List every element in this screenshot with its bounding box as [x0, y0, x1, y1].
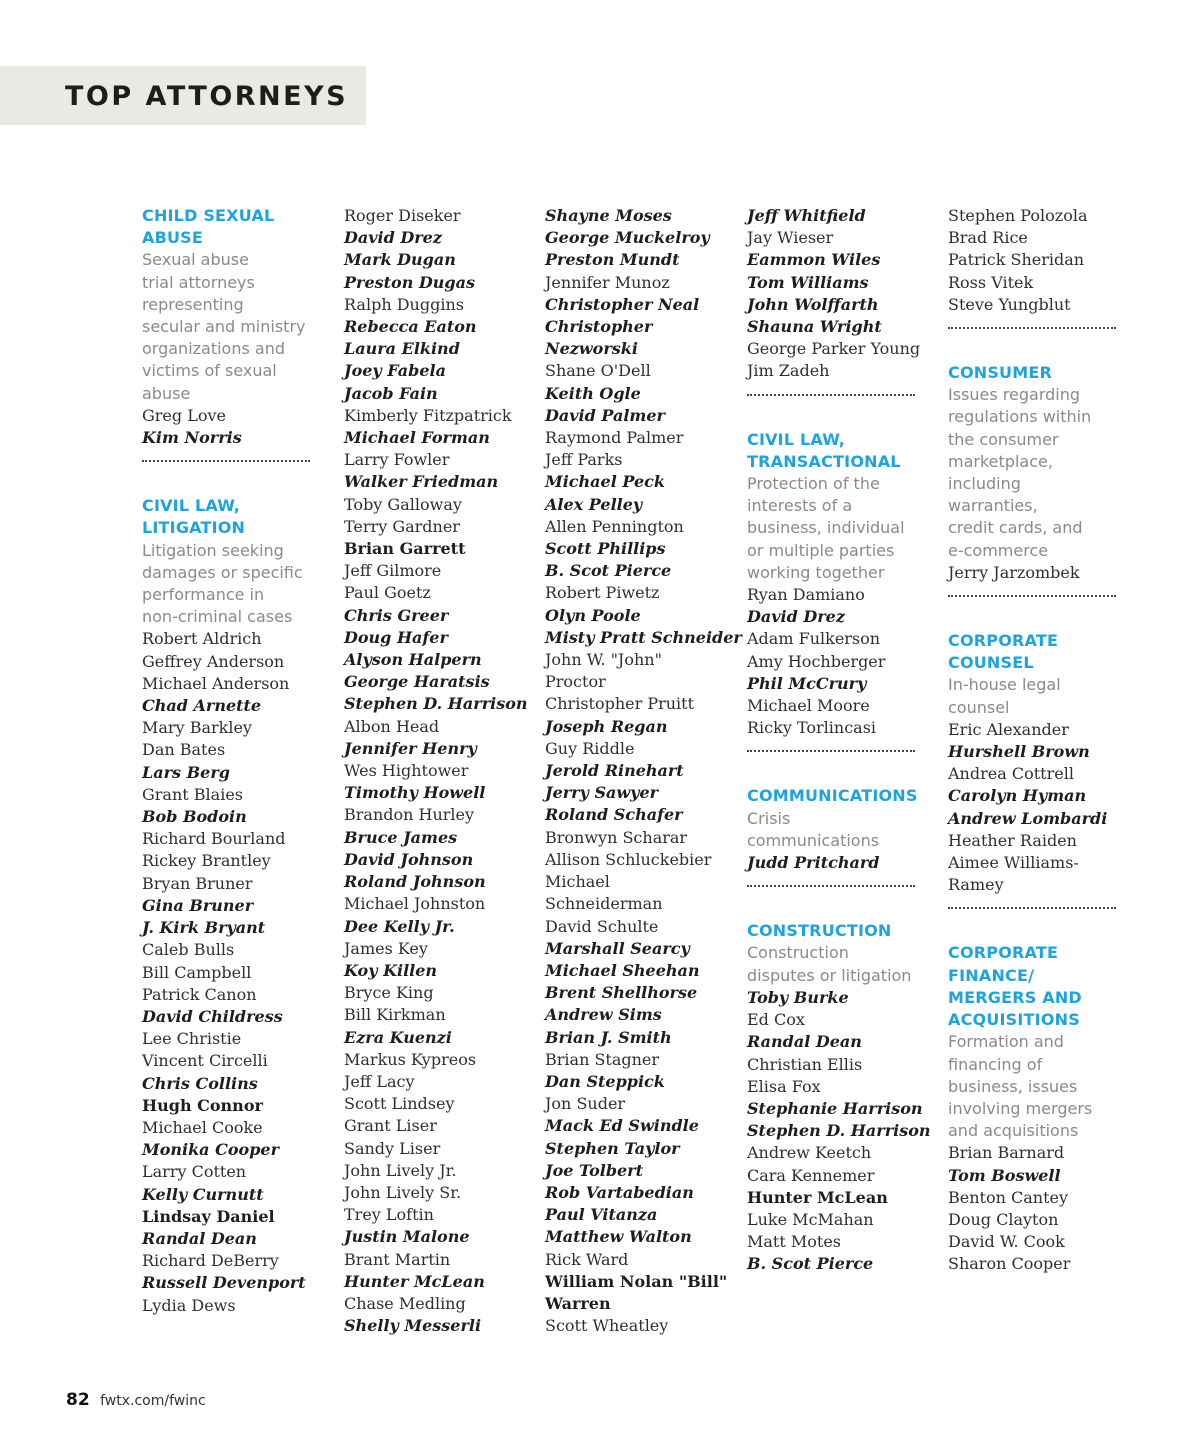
attorney-name: Ryan Damiano — [747, 585, 865, 605]
attorney-name: Roger Diseker — [344, 206, 461, 225]
attorney-name: Larry Fowler — [344, 450, 450, 470]
attorney-name: Joe Tolbert — [545, 1160, 643, 1180]
attorney-name: Alex Pelley — [545, 494, 643, 514]
category-description: Issues regarding — [948, 385, 1081, 405]
section-divider — [747, 750, 915, 752]
category-description: Crisis — [747, 808, 791, 828]
attorney-name: Larry Cotten — [142, 1162, 247, 1182]
attorney-name: Steve Yungblut — [948, 294, 1071, 314]
attorney-name: Jeff Whitfield — [747, 206, 866, 225]
attorney-name: Gina Bruner — [142, 895, 254, 915]
attorney-name: George Muckelroy — [545, 228, 710, 248]
category-description: representing — [142, 294, 244, 314]
attorney-name: Brandon Hurley — [344, 805, 475, 825]
attorney-name: David Childress — [142, 1006, 283, 1026]
section-divider — [948, 907, 1116, 909]
attorney-name: Allison Schluckebier — [545, 849, 712, 869]
attorney-name: Scott Lindsey — [344, 1094, 455, 1114]
attorney-name: Guy Riddle — [545, 738, 635, 758]
attorney-name: Walker Friedman — [344, 472, 499, 492]
category-heading: CIVIL LAW, — [747, 429, 846, 449]
attorney-name: Kim Norris — [142, 428, 242, 448]
attorney-name: Greg Love — [142, 405, 226, 425]
attorney-name: Russell Devenport — [142, 1273, 306, 1293]
attorney-name: Warren — [545, 1293, 611, 1313]
attorney-name: Aimee Williams- — [948, 853, 1079, 873]
attorney-name: Eric Alexander — [948, 719, 1069, 739]
page-title: TOP ATTORNEYS — [65, 81, 349, 112]
page-number: 82 — [66, 1390, 90, 1410]
attorney-name: Proctor — [545, 672, 606, 692]
attorney-name: Allen Pennington — [545, 516, 684, 536]
attorney-name: Keith Ogle — [545, 383, 641, 403]
section-divider — [142, 460, 310, 462]
attorney-name: Tom Boswell — [948, 1165, 1061, 1185]
attorney-name: Brent Shellhorse — [545, 983, 698, 1003]
attorney-name: Scott Wheatley — [545, 1316, 669, 1336]
category-description: disputes or litigation — [747, 965, 912, 985]
attorney-name: Phil McCrury — [747, 673, 867, 693]
attorney-name: Laura Elkind — [344, 339, 460, 359]
category-description: secular and ministry — [142, 317, 306, 337]
page-footer — [66, 1390, 206, 1410]
attorney-name: Jerry Sawyer — [545, 783, 659, 803]
category-description: e-commerce — [948, 540, 1049, 560]
attorney-name: Doug Hafer — [344, 627, 448, 647]
attorney-name: Dee Kelly Jr. — [344, 916, 455, 936]
attorney-name: Andrea Cottrell — [948, 764, 1074, 784]
attorney-name: Shayne Moses — [545, 206, 672, 225]
category-description: financing of — [948, 1054, 1043, 1074]
attorney-name: John Lively Jr. — [344, 1160, 457, 1180]
attorney-name: Michael Sheehan — [545, 960, 700, 980]
attorney-name: George Haratsis — [344, 672, 490, 692]
attorney-name: Mack Ed Swindle — [545, 1116, 699, 1136]
attorney-name: John W. "John" — [545, 650, 662, 670]
attorney-name: Jeff Lacy — [344, 1071, 415, 1091]
category-heading: LITIGATION — [142, 518, 246, 538]
attorney-name: Hunter McLean — [747, 1187, 888, 1207]
attorney-name: Kimberly Fitzpatrick — [344, 405, 512, 425]
attorney-name: Timothy Howell — [344, 783, 486, 803]
attorney-name: Michael Johnston — [344, 894, 486, 914]
attorney-name: James Key — [344, 938, 428, 958]
attorney-name: Andrew Lombardi — [948, 808, 1108, 828]
category-description: abuse — [142, 383, 191, 403]
attorney-name: Cara Kennemer — [747, 1165, 875, 1185]
attorney-name: Brian Stagner — [545, 1049, 660, 1069]
attorney-name: Christian Ellis — [747, 1054, 863, 1074]
attorney-name: Michael — [545, 872, 610, 892]
attorney-name: Jeff Gilmore — [344, 561, 442, 581]
category-description: credit cards, and — [948, 518, 1083, 538]
attorney-name: David Schulte — [545, 916, 659, 936]
category-description: Protection of the — [747, 474, 880, 494]
attorney-name: Rick Ward — [545, 1249, 629, 1269]
category-heading: CHILD SEXUAL — [142, 206, 275, 225]
attorney-name: Jennifer Munoz — [545, 272, 670, 292]
section-divider — [948, 327, 1116, 329]
attorney-name: Brad Rice — [948, 228, 1028, 248]
attorney-name: Paul Vitanza — [545, 1205, 658, 1225]
category-description: damages or specific — [142, 562, 303, 582]
attorney-name: Ramey — [948, 875, 1004, 895]
attorney-name: Jim Zadeh — [747, 361, 830, 381]
attorney-name: Randal Dean — [142, 1228, 257, 1248]
attorney-name: Jeff Parks — [545, 450, 623, 470]
attorney-name: Vincent Circelli — [142, 1051, 268, 1071]
attorney-name: Rob Vartabedian — [545, 1182, 694, 1202]
attorney-name: Bronwyn Scharar — [545, 827, 688, 847]
attorney-name: Brian Garrett — [344, 539, 466, 559]
attorney-name: Chris Greer — [344, 605, 449, 625]
attorney-name: Sharon Cooper — [948, 1254, 1071, 1274]
attorney-name: David Drez — [344, 228, 442, 248]
attorney-name: John Lively Sr. — [344, 1182, 462, 1202]
attorney-name: Preston Mundt — [545, 250, 680, 270]
attorney-name: Michael Forman — [344, 428, 490, 448]
attorney-name: Richard Bourland — [142, 829, 286, 849]
attorney-name: Kelly Curnutt — [142, 1184, 264, 1204]
attorney-name: George Parker Young — [747, 339, 921, 359]
attorney-name: Trey Loftin — [344, 1205, 434, 1225]
attorney-name: Carolyn Hyman — [948, 786, 1087, 806]
attorney-name: Jerold Rinehart — [545, 761, 684, 781]
attorney-name: B. Scot Pierce — [747, 1254, 874, 1274]
attorney-name: Michael Moore — [747, 696, 870, 716]
attorney-name: Patrick Sheridan — [948, 250, 1085, 270]
attorney-name: Olyn Poole — [545, 605, 641, 625]
category-description: marketplace, — [948, 451, 1053, 471]
attorney-name: Ed Cox — [747, 1010, 805, 1030]
attorney-name: Shane O'Dell — [545, 361, 651, 381]
section-divider — [747, 394, 915, 396]
attorney-name: Jacob Fain — [344, 383, 438, 403]
category-heading: ABUSE — [142, 228, 204, 248]
category-heading: CIVIL LAW, — [142, 496, 241, 516]
attorney-name: Dan Bates — [142, 740, 226, 760]
attorney-name: Stephen Polozola — [948, 206, 1088, 225]
attorney-name: Scott Phillips — [545, 539, 666, 559]
attorney-name: Stephen D. Harrison — [747, 1121, 931, 1141]
section-divider — [747, 885, 915, 887]
attorney-name: Misty Pratt Schneider — [545, 627, 742, 647]
attorney-name: David Palmer — [545, 405, 665, 425]
attorney-name: Marshall Searcy — [545, 938, 690, 958]
attorney-name: Michael Cooke — [142, 1117, 263, 1137]
attorney-name: Brant Martin — [344, 1249, 451, 1269]
category-description: the consumer — [948, 429, 1059, 449]
category-description: trial attorneys — [142, 272, 255, 292]
attorney-name: Lee Christie — [142, 1029, 242, 1049]
category-description: victims of sexual — [142, 361, 277, 381]
category-description: working together — [747, 562, 885, 582]
attorney-name: Monika Cooper — [142, 1140, 279, 1160]
attorney-name: Geffrey Anderson — [142, 651, 285, 671]
attorney-name: Lars Berg — [142, 762, 230, 782]
attorney-name: Sandy Liser — [344, 1138, 441, 1158]
attorney-name: Judd Pritchard — [747, 853, 880, 873]
attorney-name: Stephen D. Harrison — [344, 694, 528, 714]
attorney-name: Raymond Palmer — [545, 428, 684, 448]
category-heading: COMMUNICATIONS — [747, 786, 918, 806]
column-1 — [142, 205, 322, 1317]
attorney-name: Luke McMahan — [747, 1209, 874, 1229]
attorney-name: Christopher — [545, 317, 653, 337]
category-description: business, issues — [948, 1076, 1078, 1096]
attorney-name: Robert Piwetz — [545, 583, 660, 603]
column-2 — [344, 205, 528, 1337]
attorney-name: Chris Collins — [142, 1073, 258, 1093]
attorney-name: Adam Fulkerson — [747, 629, 881, 649]
attorney-name: Bryce King — [344, 983, 434, 1003]
category-description: Formation and — [948, 1032, 1064, 1052]
attorney-name: Robert Aldrich — [142, 629, 262, 649]
attorney-name: Jon Suder — [545, 1094, 626, 1114]
category-description: business, individual — [747, 518, 905, 538]
attorney-name: Nezworski — [545, 339, 638, 359]
attorney-name: J. Kirk Bryant — [142, 918, 266, 938]
category-description: interests of a — [747, 496, 853, 516]
attorney-name: Shelly Messerli — [344, 1316, 482, 1336]
attorney-name: Eammon Wiles — [747, 250, 881, 270]
attorney-name: Andrew Sims — [545, 1005, 662, 1025]
attorney-name: Mark Dugan — [344, 250, 456, 270]
attorney-name: Amy Hochberger — [747, 651, 886, 671]
attorney-name: Christopher Neal — [545, 294, 700, 314]
attorney-name: Ralph Duggins — [344, 294, 464, 314]
category-heading: TRANSACTIONAL — [747, 451, 901, 471]
attorney-name: William Nolan "Bill" — [545, 1271, 728, 1291]
attorney-name: Lindsay Daniel — [142, 1206, 275, 1226]
attorney-name: Lydia Dews — [142, 1295, 236, 1315]
attorney-name: Richard DeBerry — [142, 1251, 279, 1271]
attorney-name: Bruce James — [344, 827, 458, 847]
category-description: regulations within — [948, 407, 1092, 427]
attorney-name: B. Scot Pierce — [545, 561, 672, 581]
category-heading: CONSTRUCTION — [747, 921, 892, 941]
attorney-name: Koy Killen — [344, 960, 438, 980]
category-heading: ACQUISITIONS — [948, 1010, 1080, 1030]
attorney-name: Ricky Torlincasi — [747, 718, 877, 738]
attorney-name: Doug Clayton — [948, 1209, 1059, 1229]
category-description: involving mergers — [948, 1098, 1093, 1118]
attorney-name: Michael Peck — [545, 472, 665, 492]
attorney-name: Joey Fabela — [344, 361, 446, 381]
attorney-name: Bill Campbell — [142, 962, 252, 982]
attorney-name: Grant Liser — [344, 1116, 437, 1136]
attorney-name: Randal Dean — [747, 1032, 862, 1052]
category-description: Sexual abuse — [142, 250, 249, 270]
attorney-name: Stephen Taylor — [545, 1138, 680, 1158]
column-3 — [545, 205, 742, 1337]
column-4 — [747, 205, 931, 1276]
attorney-name: Brian Barnard — [948, 1143, 1065, 1163]
attorney-name: Roland Johnson — [344, 872, 486, 892]
attorney-name: Grant Blaies — [142, 784, 243, 804]
category-description: organizations and — [142, 339, 286, 359]
category-description: Litigation seeking — [142, 540, 284, 560]
attorney-name: Stephanie Harrison — [747, 1098, 923, 1118]
attorney-name: Ross Vitek — [948, 272, 1034, 292]
attorney-name: Hurshell Brown — [948, 742, 1090, 762]
attorney-name: Matthew Walton — [545, 1227, 692, 1247]
attorney-name: Shauna Wright — [747, 317, 882, 337]
attorney-name: Toby Burke — [747, 987, 849, 1007]
column-5 — [948, 205, 1128, 1276]
attorney-name: Patrick Canon — [142, 984, 257, 1004]
attorney-name: Tom Williams — [747, 272, 869, 292]
category-description: counsel — [948, 697, 1010, 717]
attorney-name: Alyson Halpern — [344, 650, 482, 670]
attorney-name: Roland Schafer — [545, 805, 683, 825]
category-description: or multiple parties — [747, 540, 895, 560]
category-description: non-criminal cases — [142, 607, 293, 627]
attorney-name: Wes Hightower — [344, 761, 469, 781]
attorney-name: Joseph Regan — [545, 716, 668, 736]
section-divider — [948, 595, 1116, 597]
category-description: In-house legal — [948, 675, 1061, 695]
attorney-name: Heather Raiden — [948, 830, 1077, 850]
category-description: and acquisitions — [948, 1121, 1079, 1141]
attorney-name: Brian J. Smith — [545, 1027, 672, 1047]
attorney-name: Ezra Kuenzi — [344, 1027, 452, 1047]
attorney-name: Preston Dugas — [344, 272, 475, 292]
attorney-name: Matt Motes — [747, 1232, 841, 1252]
attorney-name: Jay Wieser — [747, 228, 834, 248]
category-heading: COUNSEL — [948, 653, 1034, 673]
attorney-name: Justin Malone — [344, 1227, 470, 1247]
attorney-name: John Wolffarth — [747, 294, 879, 314]
attorney-name: Toby Galloway — [344, 494, 462, 514]
category-description: performance in — [142, 585, 265, 605]
attorney-name: Schneiderman — [545, 894, 663, 914]
attorney-name: David Johnson — [344, 849, 474, 869]
attorney-name: Mary Barkley — [142, 718, 252, 738]
category-heading: CONSUMER — [948, 363, 1053, 383]
category-heading: CORPORATE — [948, 631, 1059, 651]
attorney-name: Albon Head — [344, 716, 440, 736]
category-heading: MERGERS AND — [948, 987, 1082, 1007]
attorney-name: Chad Arnette — [142, 696, 262, 716]
attorney-name: Benton Cantey — [948, 1187, 1069, 1207]
attorney-name: Elisa Fox — [747, 1076, 821, 1096]
category-description: including — [948, 474, 1021, 494]
attorney-name: Markus Kypreos — [344, 1049, 477, 1069]
attorney-name: Rickey Brantley — [142, 851, 271, 871]
attorney-name: Jennifer Henry — [344, 738, 477, 758]
attorney-name: Hugh Connor — [142, 1095, 263, 1115]
attorney-name: Hunter McLean — [344, 1271, 485, 1291]
category-heading: FINANCE/ — [948, 965, 1035, 985]
attorney-name: Bill Kirkman — [344, 1005, 446, 1025]
category-description: communications — [747, 830, 880, 850]
attorney-name: Caleb Bulls — [142, 940, 235, 960]
attorney-name: Jerry Jarzombek — [948, 562, 1080, 582]
footer-url[interactable]: fwtx.com/fwinc — [100, 1393, 206, 1409]
attorney-name: Rebecca Eaton — [344, 317, 477, 337]
attorney-name: Terry Gardner — [344, 516, 460, 536]
category-description: Construction — [747, 943, 849, 963]
attorney-name: Andrew Keetch — [747, 1143, 872, 1163]
category-heading: CORPORATE — [948, 943, 1059, 963]
category-description: warranties, — [948, 496, 1038, 516]
attorney-name: Paul Goetz — [344, 583, 431, 603]
attorney-name: Michael Anderson — [142, 673, 290, 693]
attorney-name: David W. Cook — [948, 1232, 1065, 1252]
attorney-name: David Drez — [747, 607, 845, 627]
attorney-name: Chase Medling — [344, 1293, 466, 1313]
attorney-name: Dan Steppick — [545, 1071, 665, 1091]
attorney-name: Bob Bodoin — [142, 807, 247, 827]
attorney-name: Christopher Pruitt — [545, 694, 695, 714]
attorney-name: Bryan Bruner — [142, 873, 253, 893]
